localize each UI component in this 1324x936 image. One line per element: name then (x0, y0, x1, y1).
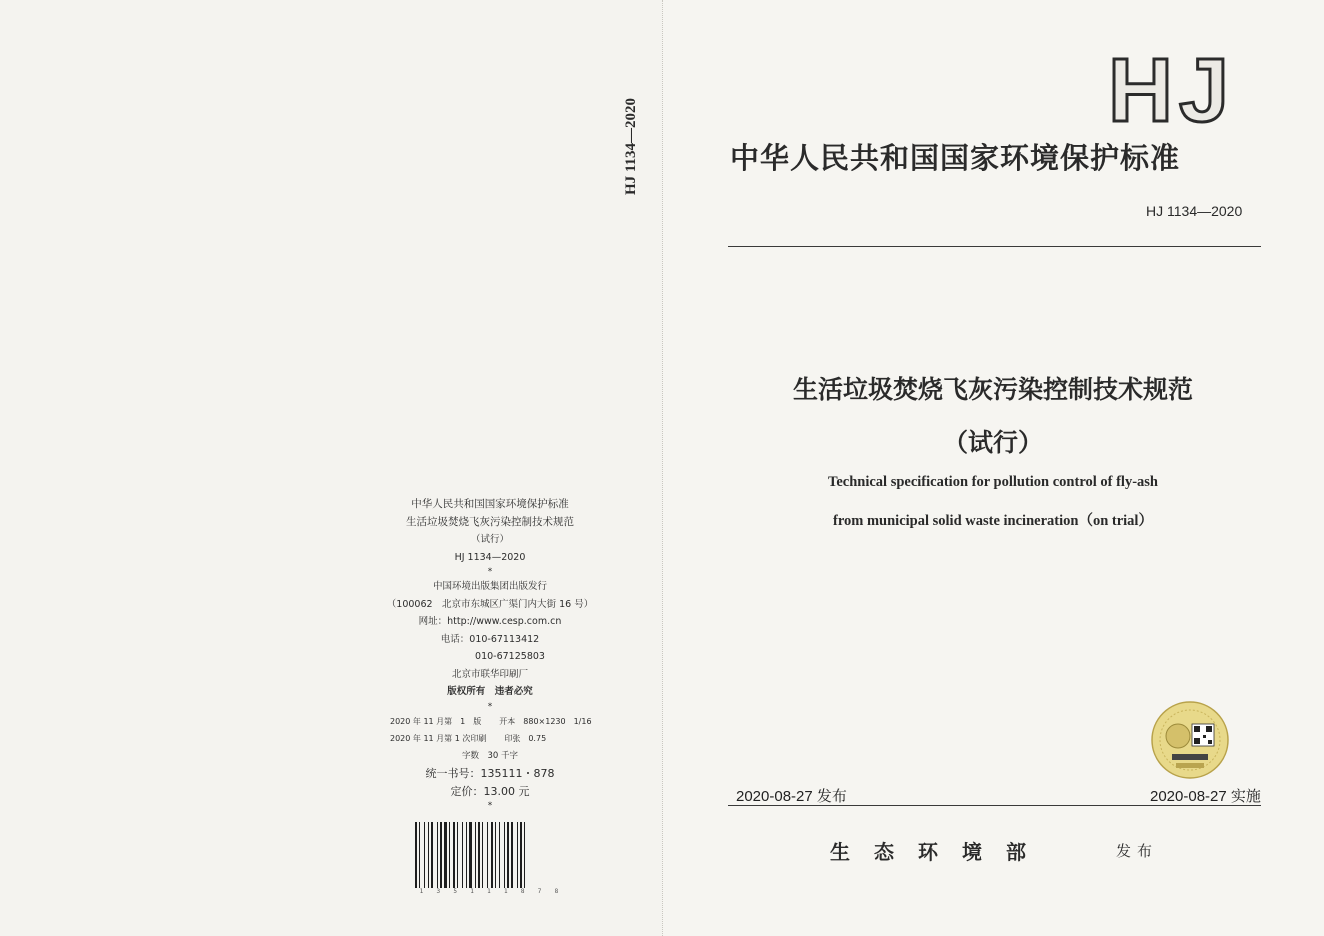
barcode-bar (491, 822, 493, 888)
colophon-separator-2: * (487, 701, 493, 712)
barcode-bar (462, 822, 463, 888)
colophon-copyright: 版权所有 违者必究 (447, 686, 533, 697)
colophon-book-number: 统一书号：135111・878 (425, 767, 555, 780)
colophon-end-star: * (487, 801, 493, 811)
barcode-bar (504, 822, 505, 888)
barcode-digit: 8 (520, 888, 525, 895)
spine-fold-line (662, 0, 663, 936)
colophon (380, 496, 600, 812)
colophon-word-count: 字数 30 千字 (461, 750, 519, 761)
colophon-phone-2: 010-67125803 (475, 651, 545, 662)
colophon-edition-row: 2020 年 11 月第 1 版 开本 880×1230 1/16 (390, 716, 592, 726)
barcode-digit: 7 (537, 888, 542, 895)
barcode-bar (520, 822, 522, 888)
colophon-phone-1: 电话：010-67113412 (440, 633, 540, 645)
colophon-address: （100062 北京市东城区广渠门内大街 16 号） (386, 598, 594, 610)
barcode-bar (507, 822, 509, 888)
colophon-standard-type: 中华人民共和国国家环境保护标准 (411, 498, 569, 510)
issuing-authority-suffix: 发布 (1116, 842, 1159, 860)
barcode-bar (440, 822, 442, 888)
barcode-bar (424, 822, 425, 888)
barcode-digit: 1 (504, 888, 508, 895)
barcode-bar (415, 822, 417, 888)
barcode-bar (482, 822, 483, 888)
barcode-bar (487, 822, 488, 888)
barcode-bar (466, 822, 467, 888)
colophon-price: 定价：13.00 元 (450, 784, 530, 798)
barcode-bar (478, 822, 480, 888)
anti-counterfeit-seal-icon (1150, 700, 1230, 780)
document-title-en-line2: from municipal solid waste incineration（on trial） (833, 513, 1153, 529)
barcode-bar (469, 822, 472, 888)
standard-type-heading: 中华人民共和国国家环境保护标准 (730, 141, 1181, 175)
top-divider (728, 246, 1261, 247)
barcode-bar (475, 822, 476, 888)
bottom-divider (728, 805, 1261, 806)
document-title-en-line1: Technical specification for pollution control of fly-ash (827, 474, 1159, 490)
barcode-digit: 8 (554, 888, 559, 895)
hj-logo: HJ (1108, 41, 1236, 141)
barcode-bar (419, 822, 420, 888)
barcode-bar (499, 822, 500, 888)
barcode-bar (511, 822, 513, 888)
colophon-printer: 北京市联华印刷厂 (451, 668, 528, 680)
colophon-website: 网址：http://www.cesp.com.cn (418, 616, 562, 627)
barcode-bar (495, 822, 496, 888)
barcode-digits (413, 888, 565, 895)
barcode-bar (457, 822, 458, 888)
release-date: 2020-08-27 发布 (736, 788, 847, 805)
colophon-subtitle: （试行） (470, 534, 509, 545)
colophon-title: 生活垃圾焚烧飞灰污染控制技术规范 (406, 515, 574, 528)
document-title-cn: 生活垃圾焚烧飞灰污染控制技术规范 (792, 375, 1193, 404)
barcode-image (413, 822, 565, 890)
effective-date: 2020-08-27 实施 (1150, 788, 1261, 805)
barcode-digit: 5 (453, 888, 457, 895)
document-subtitle-cn: （试行） (942, 428, 1043, 457)
barcode-bar (449, 822, 450, 888)
barcode-bar (517, 822, 518, 888)
barcode-bar (444, 822, 447, 888)
barcode-digit: 1 (470, 888, 474, 895)
barcode-bar (524, 822, 525, 888)
barcode-digit: 3 (436, 888, 441, 895)
spine-standard-number: HJ 1134—2020 (623, 97, 640, 195)
colophon-printing-row: 2020 年 11 月第 1 次印刷 印张 0.75 (390, 734, 547, 743)
issuing-authority: 生态环境部 (830, 840, 1050, 864)
barcode-bar (431, 822, 433, 888)
standard-number: HJ 1134—2020 (1146, 203, 1243, 219)
colophon-publisher: 中国环境出版集团出版发行 (432, 581, 547, 592)
colophon-separator: * (487, 567, 493, 577)
barcode-digit: 1 (487, 888, 491, 895)
colophon-number: HJ 1134—2020 (454, 551, 526, 563)
barcode-bar (453, 822, 455, 888)
barcode-bar (428, 822, 429, 888)
barcode-digit: 1 (419, 888, 424, 895)
barcode-bar (437, 822, 438, 888)
